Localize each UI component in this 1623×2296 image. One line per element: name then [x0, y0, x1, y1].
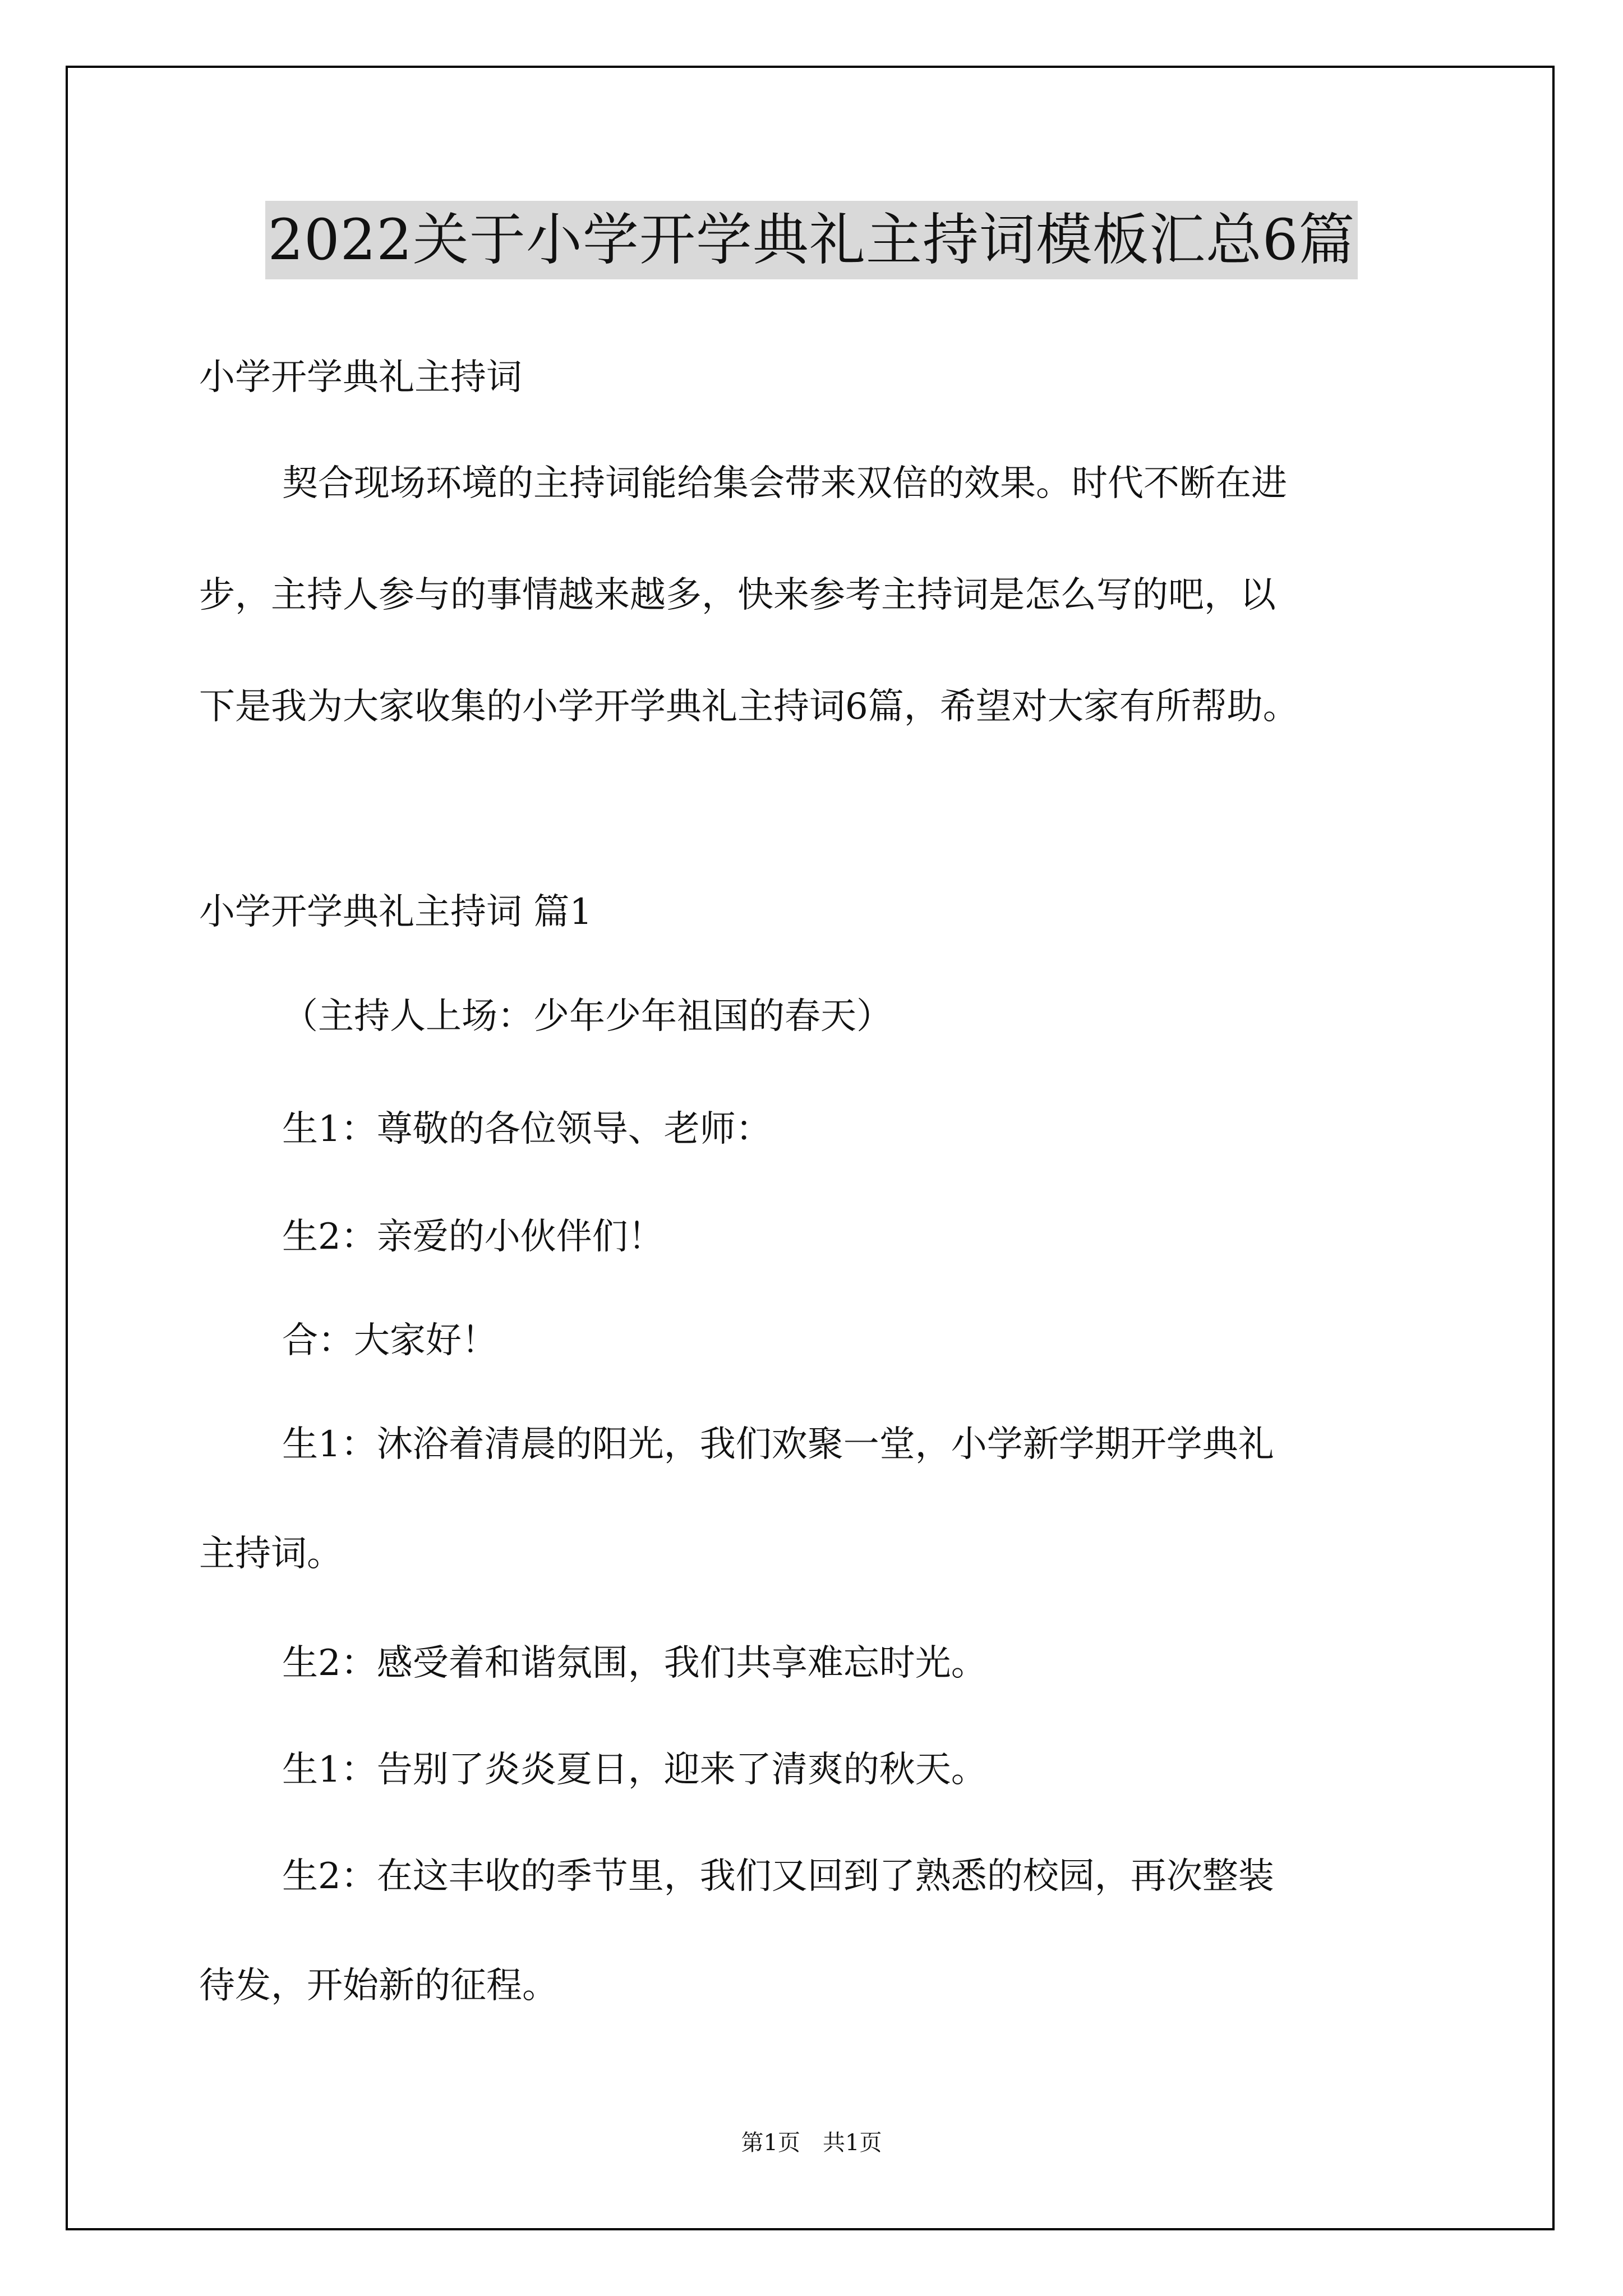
- paragraph-line: 下是我为大家收集的小学开学典礼主持词6篇，希望对大家有所帮助。: [199, 686, 1299, 728]
- paragraph-line: 生2：感受着和谐氛围，我们共享难忘时光。: [282, 1642, 987, 1684]
- section-heading: 小学开学典礼主持词 篇1: [199, 891, 593, 933]
- paragraph-line: 生2：在这丰收的季节里，我们又回到了熟悉的校园，再次整装: [282, 1856, 1274, 1897]
- title-container: [0, 201, 1623, 279]
- paragraph-line: 生1：告别了炎炎夏日，迎来了清爽的秋天。: [282, 1749, 987, 1791]
- paragraph-line: 步，主持人参与的事情越来越多，快来参考主持词是怎么写的吧，以: [199, 574, 1276, 616]
- paragraph-line: 合：大家好！: [282, 1320, 497, 1361]
- paragraph-line: 待发，开始新的征程。: [199, 1965, 558, 2007]
- section-heading: 小学开学典礼主持词: [199, 357, 522, 398]
- paragraph-line: 契合现场环境的主持词能给集会带来双倍的效果。时代不断在进: [282, 463, 1287, 504]
- paragraph-line: 生1：尊敬的各位领导、老师：: [282, 1108, 772, 1150]
- page-footer: 第1页 共1页: [741, 2130, 882, 2156]
- paragraph-line: 主持词。: [199, 1533, 343, 1575]
- document-title: 2022关于小学开学典礼主持词模板汇总6篇: [265, 201, 1357, 279]
- paragraph-line: （主持人上场：少年少年祖国的春天）: [282, 996, 892, 1037]
- paragraph-line: 生1：沐浴着清晨的阳光，我们欢聚一堂，小学新学期开学典礼: [282, 1424, 1274, 1465]
- paragraph-line: 生2：亲爱的小伙伴们！: [282, 1216, 664, 1258]
